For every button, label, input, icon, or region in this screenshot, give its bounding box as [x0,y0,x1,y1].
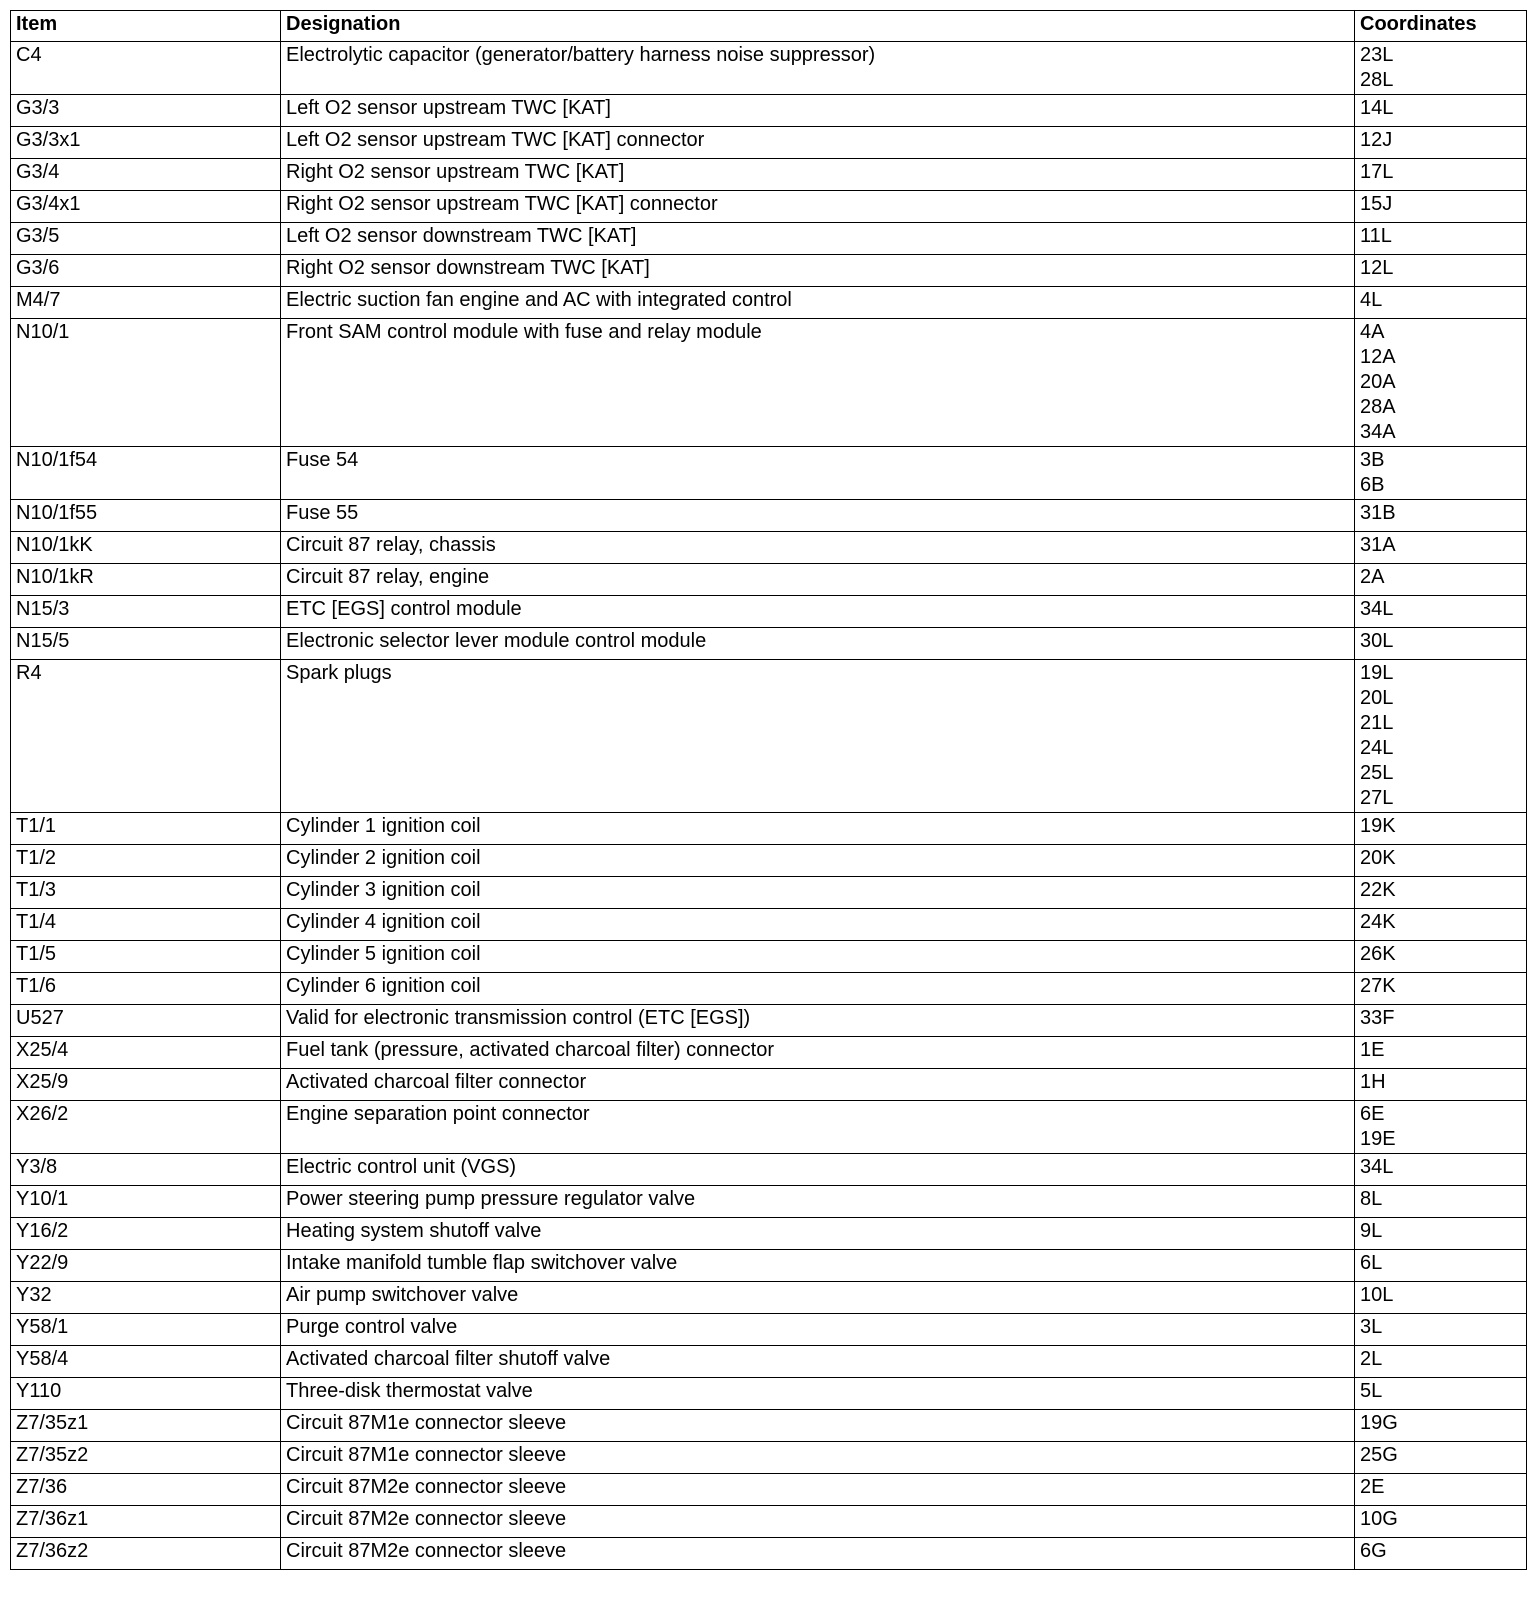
table-row [11,845,1527,877]
table-row [11,447,1527,500]
designation-cell: Intake manifold tumble flap switchover valve [281,1250,1355,1282]
coordinates-cell [1355,287,1527,319]
item-cell: T1/6 [11,973,281,1005]
coordinates-cell [1355,1037,1527,1069]
table-row [11,1005,1527,1037]
coordinates-cell [1355,1250,1527,1282]
item-cell: M4/7 [11,287,281,319]
coordinates-cell [1355,127,1527,159]
coordinates-cell [1355,1538,1527,1570]
designation-cell: Fuse 54 [281,447,1355,500]
item-cell: Y10/1 [11,1186,281,1218]
designation-cell: Power steering pump pressure regulator valve [281,1186,1355,1218]
coordinate-value: 33F [1360,1007,1395,1029]
coordinates-cell [1355,909,1527,941]
coordinates-cell [1355,42,1527,95]
designation-cell: Circuit 87M2e connector sleeve [281,1506,1355,1538]
table-row [11,909,1527,941]
coordinates-cell [1355,628,1527,660]
designation-cell: Cylinder 4 ignition coil [281,909,1355,941]
item-cell: G3/4x1 [11,191,281,223]
table-row [11,1186,1527,1218]
table-row [11,191,1527,223]
coordinate-value: 11L [1360,225,1392,247]
item-cell: N10/1kK [11,532,281,564]
designation-cell: Cylinder 2 ignition coil [281,845,1355,877]
designation-cell: Circuit 87 relay, engine [281,564,1355,596]
coordinate-value: 2E [1360,1476,1385,1498]
item-cell: X25/9 [11,1069,281,1101]
designation-cell: Circuit 87 relay, chassis [281,532,1355,564]
designation-cell: Circuit 87M1e connector sleeve [281,1410,1355,1442]
component-legend-table [10,10,1527,1570]
coordinate-value: 25L [1360,762,1394,784]
coordinate-value: 19L [1360,662,1394,684]
designation-cell: Three-disk thermostat valve [281,1378,1355,1410]
coordinates-cell [1355,1346,1527,1378]
table-row [11,223,1527,255]
coordinates-cell [1355,1186,1527,1218]
item-cell: Y58/4 [11,1346,281,1378]
item-cell: R4 [11,660,281,813]
item-cell: N15/5 [11,628,281,660]
coordinate-value: 15J [1360,193,1393,215]
item-cell: Y3/8 [11,1154,281,1186]
coordinate-value: 31B [1360,502,1396,524]
table-row [11,1506,1527,1538]
item-cell: G3/3x1 [11,127,281,159]
item-cell: T1/2 [11,845,281,877]
item-cell: Z7/36z2 [11,1538,281,1570]
header-row [11,11,1527,42]
coordinate-value: 24K [1360,911,1396,933]
coordinates-cell [1355,500,1527,532]
table-row [11,1410,1527,1442]
designation-cell: Engine separation point connector [281,1101,1355,1154]
coordinates-cell [1355,564,1527,596]
item-cell: C4 [11,42,281,95]
coordinate-value: 34L [1360,1156,1394,1178]
coordinates-cell [1355,1442,1527,1474]
coordinate-value: 10G [1360,1508,1398,1530]
designation-cell: Activated charcoal filter connector [281,1069,1355,1101]
coordinate-value: 27L [1360,787,1394,809]
coordinate-value: 6E [1360,1103,1385,1125]
coordinate-value: 19G [1360,1412,1398,1434]
table-row [11,255,1527,287]
designation-cell: Valid for electronic transmission control (ETC [EGS]) [281,1005,1355,1037]
item-cell: T1/4 [11,909,281,941]
coordinate-value: 34L [1360,598,1394,620]
coordinates-cell [1355,660,1527,813]
coordinate-value: 27K [1360,975,1396,997]
coordinate-value: 20L [1360,687,1394,709]
table-row [11,596,1527,628]
designation-cell: ETC [EGS] control module [281,596,1355,628]
table-body [11,42,1527,1570]
coordinate-value: 20A [1360,371,1396,393]
table-row [11,127,1527,159]
designation-cell: Circuit 87M2e connector sleeve [281,1474,1355,1506]
item-cell: U527 [11,1005,281,1037]
table-row [11,532,1527,564]
coordinate-value: 10L [1360,1284,1394,1306]
coordinates-cell [1355,1378,1527,1410]
item-cell: Y32 [11,1282,281,1314]
coordinates-cell [1355,1410,1527,1442]
designation-cell: Spark plugs [281,660,1355,813]
coordinates-cell [1355,1101,1527,1154]
item-cell: Z7/35z2 [11,1442,281,1474]
header-coordinates: Coordinates [1355,11,1527,42]
coordinate-value: 12A [1360,346,1396,368]
table-row [11,1474,1527,1506]
coordinate-value: 3L [1360,1316,1383,1338]
item-cell: T1/1 [11,813,281,845]
designation-cell: Right O2 sensor upstream TWC [KAT] [281,159,1355,191]
table-row [11,319,1527,447]
table-row [11,42,1527,95]
item-cell: Y16/2 [11,1218,281,1250]
coordinate-value: 28L [1360,69,1394,91]
coordinate-value: 4A [1360,321,1385,343]
table-row [11,1538,1527,1570]
coordinates-cell [1355,1218,1527,1250]
coordinates-cell [1355,1506,1527,1538]
coordinates-cell [1355,95,1527,127]
coordinates-cell [1355,813,1527,845]
designation-cell: Front SAM control module with fuse and relay module [281,319,1355,447]
table-row [11,1442,1527,1474]
coordinate-value: 2A [1360,566,1385,588]
coordinates-cell [1355,223,1527,255]
item-cell: Z7/35z1 [11,1410,281,1442]
item-cell: Y110 [11,1378,281,1410]
coordinates-cell [1355,319,1527,447]
table-row [11,973,1527,1005]
designation-cell: Right O2 sensor downstream TWC [KAT] [281,255,1355,287]
coordinate-value: 31A [1360,534,1396,556]
table-row [11,660,1527,813]
coordinates-cell [1355,1282,1527,1314]
table-row [11,1346,1527,1378]
table-row [11,877,1527,909]
coordinate-value: 8L [1360,1188,1383,1210]
designation-cell: Electrolytic capacitor (generator/battery harness noise suppressor) [281,42,1355,95]
table-row [11,287,1527,319]
item-cell: T1/5 [11,941,281,973]
coordinate-value: 24L [1360,737,1394,759]
table-row [11,564,1527,596]
table-row [11,1282,1527,1314]
table-row [11,1154,1527,1186]
item-cell: N10/1f54 [11,447,281,500]
coordinates-cell [1355,447,1527,500]
designation-cell: Electric control unit (VGS) [281,1154,1355,1186]
designation-cell: Electronic selector lever module control module [281,628,1355,660]
coordinate-value: 23L [1360,44,1394,66]
coordinate-value: 20K [1360,847,1396,869]
designation-cell: Air pump switchover valve [281,1282,1355,1314]
coordinate-value: 25G [1360,1444,1398,1466]
coordinate-value: 14L [1360,97,1394,119]
coordinates-cell [1355,973,1527,1005]
designation-cell: Circuit 87M2e connector sleeve [281,1538,1355,1570]
designation-cell: Cylinder 5 ignition coil [281,941,1355,973]
coordinates-cell [1355,191,1527,223]
coordinates-cell [1355,532,1527,564]
item-cell: G3/6 [11,255,281,287]
coordinates-cell [1355,255,1527,287]
coordinate-value: 6G [1360,1540,1387,1562]
coordinate-value: 1E [1360,1039,1385,1061]
coordinate-value: 19K [1360,815,1396,837]
table-row [11,1037,1527,1069]
item-cell: N10/1f55 [11,500,281,532]
designation-cell: Cylinder 3 ignition coil [281,877,1355,909]
header-item: Item [11,11,281,42]
coordinate-value: 2L [1360,1348,1383,1370]
item-cell: Y58/1 [11,1314,281,1346]
coordinates-cell [1355,1005,1527,1037]
table-row [11,1218,1527,1250]
item-cell: G3/3 [11,95,281,127]
item-cell: T1/3 [11,877,281,909]
designation-cell: Right O2 sensor upstream TWC [KAT] connector [281,191,1355,223]
designation-cell: Activated charcoal filter shutoff valve [281,1346,1355,1378]
table-row [11,1101,1527,1154]
item-cell: Y22/9 [11,1250,281,1282]
designation-cell: Left O2 sensor upstream TWC [KAT] connector [281,127,1355,159]
coordinates-cell [1355,877,1527,909]
coordinate-value: 12J [1360,129,1393,151]
item-cell: N10/1 [11,319,281,447]
coordinate-value: 17L [1360,161,1394,183]
designation-cell: Cylinder 6 ignition coil [281,973,1355,1005]
coordinate-value: 22K [1360,879,1396,901]
coordinate-value: 34A [1360,421,1396,443]
coordinate-value: 6L [1360,1252,1383,1274]
designation-cell: Heating system shutoff valve [281,1218,1355,1250]
coordinate-value: 9L [1360,1220,1383,1242]
table-row [11,1314,1527,1346]
item-cell: X26/2 [11,1101,281,1154]
coordinates-cell [1355,1474,1527,1506]
table-row [11,95,1527,127]
item-cell: G3/4 [11,159,281,191]
coordinate-value: 3B [1360,449,1385,471]
table-row [11,159,1527,191]
designation-cell: Left O2 sensor downstream TWC [KAT] [281,223,1355,255]
coordinate-value: 30L [1360,630,1394,652]
coordinates-cell [1355,1154,1527,1186]
coordinates-cell [1355,1314,1527,1346]
table-header [11,11,1527,42]
coordinate-value: 12L [1360,257,1394,279]
coordinate-value: 21L [1360,712,1394,734]
coordinate-value: 6B [1360,474,1385,496]
designation-cell: Circuit 87M1e connector sleeve [281,1442,1355,1474]
coordinate-value: 1H [1360,1071,1386,1093]
table-row [11,1069,1527,1101]
designation-cell: Purge control valve [281,1314,1355,1346]
table-row [11,941,1527,973]
designation-cell: Fuel tank (pressure, activated charcoal filter) connector [281,1037,1355,1069]
coordinate-value: 26K [1360,943,1396,965]
coordinates-cell [1355,159,1527,191]
coordinates-cell [1355,941,1527,973]
item-cell: Z7/36z1 [11,1506,281,1538]
item-cell: Z7/36 [11,1474,281,1506]
item-cell: N10/1kR [11,564,281,596]
item-cell: N15/3 [11,596,281,628]
table-row [11,1250,1527,1282]
table-row [11,1378,1527,1410]
coordinate-value: 19E [1360,1128,1396,1150]
item-cell: X25/4 [11,1037,281,1069]
coordinates-cell [1355,596,1527,628]
coordinate-value: 28A [1360,396,1396,418]
designation-cell: Fuse 55 [281,500,1355,532]
designation-cell: Left O2 sensor upstream TWC [KAT] [281,95,1355,127]
designation-cell: Electric suction fan engine and AC with integrated control [281,287,1355,319]
item-cell: G3/5 [11,223,281,255]
table-row [11,628,1527,660]
coordinate-value: 4L [1360,289,1383,311]
coordinates-cell [1355,1069,1527,1101]
coordinates-cell [1355,845,1527,877]
table-row [11,500,1527,532]
table-row [11,813,1527,845]
designation-cell: Cylinder 1 ignition coil [281,813,1355,845]
header-designation: Designation [281,11,1355,42]
coordinate-value: 5L [1360,1380,1383,1402]
